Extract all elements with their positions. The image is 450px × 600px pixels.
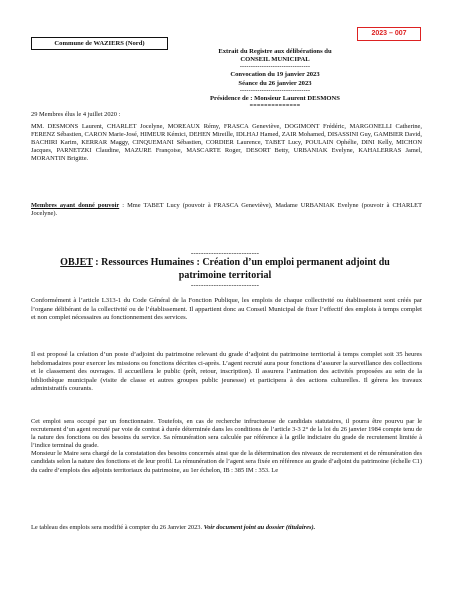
header-equals-divider: ==============: [249, 103, 301, 110]
reference-number: 2023 – 007: [357, 27, 421, 41]
session-date: Séance du 26 janvier 2023: [238, 79, 312, 87]
proxy-statement: [31, 202, 422, 218]
commune-name: Commune de WAZIERS (Nord): [31, 37, 168, 50]
convocation-date: Convocation du 19 janvier 2023: [230, 71, 320, 79]
proxy-label: Membres ayant donné pouvoir: [31, 202, 120, 209]
paragraph-legal-basis: Conformément à l’article L313-1 du Code Général de la Fonction Publique, les emplois de chaque collectivité ou établissement sont créés par l’organe délibérant de la collectivité ou de l’établissement. Il appartient donc au Conseil Municipal de fixer l’effectif des emplois à temps complet et non complet nécessaires au fonctionnement des services.: [31, 297, 422, 322]
objet-divider-bottom: ---------------------------: [190, 281, 260, 289]
paragraph-staff-table: [31, 524, 422, 532]
objet-label: OBJET: [60, 257, 93, 268]
council-title: CONSEIL MUNICIPAL: [240, 56, 310, 64]
members-list: MM. DESMONS Laurent, CHARLET Jocelyne, MOREAUX Rémy, FRASCA Geneviève, DOGIMONT Frédéric, MARGONELLI Catherine, FERENZ Sébastien, CARON Marie-José, HIMEUR Kémici, DEHEN Mireille, IDLHAJ Hamed, ZAIR Mohamed, DISASSINI Guy, GAMBIER David, BACHIRI Karim, KERRAR Maggy, CINQUEMANI Sébastien, CORDIER Laurence, TABET Lucy, POULAIN Ophélie, DINI Kelly, MICHON Jacques, PARNETZKI Claudine, MAZURE Françoise, MASCARTE Roger, DESORT Betty, URBANIAK Evelyne, KAHALERRAS Jamel, MORANTIN Brigitte.: [31, 123, 422, 163]
staff-table-text: Le tableau des emplois sera modifié à compter du 26 Janvier 2023.: [31, 524, 204, 531]
register-header: [190, 48, 360, 110]
header-divider-2: --------------------------------: [239, 87, 311, 94]
paragraph-recruitment: Cet emploi sera occupé par un fonctionnaire. Toutefois, en cas de recherche infructueuse de candidats statutaires, il pourra être pourvu par le recrutement d’un agent recruté par voie de contrat à durée déterminée dans les conditions de l’article 3-3 2° de la loi du 26 janvier 1984 compte tenu de la nature des fonctions ou des besoins du service. Sa rémunération sera calculée par référence à la grille indiciaire du grade de recrutement limitée à l’indice terminal du grade. Monsieur le Maire sera chargé de la constatation des besoins concernés ainsi que de la détermination des niveaux de recrutement et de rémunération des candidats selon la nature des fonctions et de leur profil. La rémunération de l’agent sera fixée en référence au grade d’adjoint du patrimoine (échelle C1) du cadre d’emplois des adjoints territoriaux du patrimoine, au 1er échelon, IB : 385 IM : 353. Le: [31, 418, 422, 474]
presidency: Présidence de : Monsieur Laurent DESMONS: [210, 94, 340, 102]
register-title: Extrait du Registre aux délibérations du: [218, 48, 332, 55]
proxy-text: : Mme TABET Lucy (pouvoir à FRASCA Geneviève), Madame URBANIAK Evelyne (pouvoir à CHARLET Jocelyne).: [31, 202, 422, 218]
paragraph-post-creation: Il est proposé la création d’un poste d’adjoint du patrimoine relevant du grade d’adjoint du patrimoine territorial à temps complet soit 35 heures hebdomadaires pour exercer les missions ou fonctions décrites ci-après. L’agent recruté aura pour fonctions d’assurer la surveillance des collections et le classement des ouvrages. Il accueillera le public (prêt, retour, inscription). Il assurera l’animation des activités proposées au sein de la bibliothèque municipale (visite de classe et autres groupes public jeunesse) et participera à des actions culturelles. Il gérera les travaux administratifs courants.: [31, 351, 422, 393]
objet-heading: [40, 257, 410, 282]
objet-title: : Ressources Humaines : Création d’un emploi permanent adjoint du patrimoine territorial: [92, 257, 390, 281]
objet-divider-top: ---------------------------: [190, 249, 260, 257]
members-intro: 29 Membres élus le 4 juillet 2020 :: [31, 111, 121, 118]
header-divider: --------------------------------: [239, 64, 311, 71]
staff-table-note: Voir document joint au dossier (titulaires).: [203, 524, 316, 531]
objet-block: [40, 250, 410, 289]
